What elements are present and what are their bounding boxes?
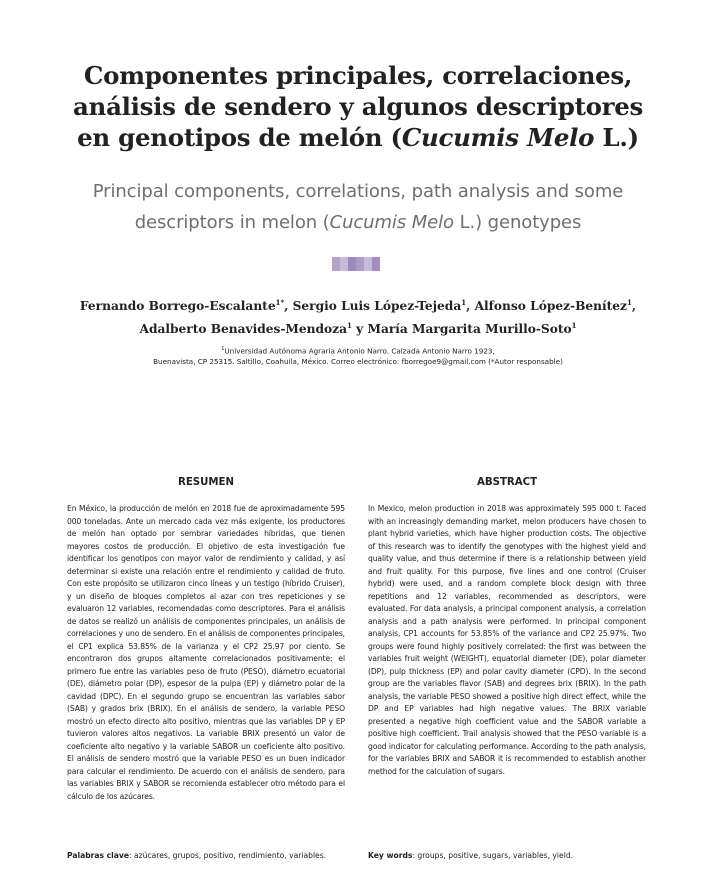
resumen-body: En México, la producción de melón en 2018 fue de aproximadamente 595 000 toneladas. Ante un mercado cada vez más exigente, los productores de melón han optado por sembrar variedades híbridas, que tienen mayores costos de producción. El objetivo de esta investigación fue identificar los genotipos con mayor valor de rendimiento y calidad, y así determinar si existe una relación entre el rendimiento y calidad de fruto. Con este propósito se utilizaron cinco líneas y un testigo (híbrido Cruiser), y un diseño de bloques completos al azar con tres repeticiones y se evaluaron 12 variables, recomendadas como descriptores. Para el análisis de datos se realizó un análisis de componentes principales, un análisis de correlaciones y uno de sendero. En el análisis de componentes principales, el CP1 explica 53.85% de la varianza y el CP2 25.97 por ciento. Se encontraron dos grupos altamente correlacionados positivamente: el primero fue entre las variables peso de fruto (PESO), diámetro ecuatorial (DE), diámetro polar (DP), espesor de la pulpa (EP) y diámetro polar de la cavidad (DPC). En el segundo grupo se encuentran las variables sabor (SAB) y grados brix (BRIX). En el análisis de sendero, la variable PESO mostró un efecto directo alto positivo, mientras que las variables DP y EP tuvieron valores altos negativos. La variable BRIX presentó un valor de coeficiente alto negativo y la variable SABOR un coeficiente alto positivo. El análisis de sendero mostró que la variable PESO es un buen indicador para calcular el rendimiento. De acuerdo con el análisis de sendero, para las variables BRIX y SABOR se recomienda establecer otro método para el cálculo de los azúcares. [67,504,345,801]
abstract-heading: ABSTRACT [476,477,538,488]
affiliation-line-1 [60,344,656,356]
author-name: Adalberto Benavides-Mendoza [139,322,347,337]
decorative-color-block [332,257,340,271]
affiliation [60,344,656,367]
abstract-keywords-label: Key words [368,851,413,860]
title-es-line-3-pre: en genotipos de melón ( [77,123,402,152]
author-name: Alfonso López-Benítez [474,299,627,314]
title-es-line-1: Componentes principales, correlaciones, [83,61,633,90]
title-en-line-2-post: L.) genotypes [453,212,582,233]
author-affiliation-mark: 1 [626,298,632,307]
author-separator: y [351,322,368,337]
author-affiliation-mark: 1* [275,298,285,307]
authors [60,293,656,339]
title-es-line-2: análisis de sendero y algunos descriptores [72,92,644,121]
affiliation-mark: 1 [221,346,225,352]
title-en-line-1: Principal components, correlations, path analysis and some [92,181,624,202]
decorative-color-block [340,257,348,271]
author-affiliation-mark: 1 [347,321,352,331]
title-en-line-2-pre: descriptors in melon ( [134,212,330,233]
author-name: María Margarita Murillo-Soto [367,322,572,337]
abstract-keywords [368,851,648,860]
title-en-line-2 [60,207,656,238]
authors-line-1 [60,293,656,316]
title-en-species: Cucumis Melo [329,212,454,233]
title-es-line-3-post: L.) [594,123,639,152]
title-spanish [60,60,656,153]
decorative-color-block [348,257,356,271]
author-separator: , [631,299,637,314]
author-affiliation-mark: 1 [571,321,577,331]
resumen-keywords-label: Palabras clave [67,851,130,860]
author-name: Sergio Luis López-Tejeda [292,299,462,314]
decorative-color-bar [332,257,380,271]
decorative-color-block [356,257,364,271]
title-es-species: Cucumis Melo [401,123,595,152]
decorative-color-block [372,257,380,271]
resumen-keywords [67,851,347,860]
author-separator: , [466,299,475,314]
title-es-line-3 [60,122,656,153]
affiliation-line-2: Buenavista, CP 25315. Saltillo, Coahuila, México. Correo electrónico: fborregoe9@gmail.com (*Autor responsable) [153,357,563,367]
author-name: Fernando Borrego-Escalante [79,299,276,314]
affiliation-line-1-text: Universidad Autónoma Agraria Antonio Narro. Calzada Antonio Narro 1923, [224,346,495,356]
author-affiliation-mark: 1 [461,298,467,307]
abstract-keywords-list: : groups, positive, sugars, variables, yield. [412,851,574,860]
title-english [60,176,656,238]
abstract-body: In Mexico, melon production in 2018 was approximately 595 000 t. Faced with an increasingly demanding market, melon producers have chosen to plant hybrid varieties, which have higher production costs. The objective of this research was to identify the genotypes with the highest yield and quality value, and thus determine if there is a relationship between yield and fruit quality. For this purpose, five lines and one control (Cruiser hybrid) were used, and a random complete block design with three repetitions and 12 variables, recommended as descriptors, were evaluated. For data analysis, a principal component analysis, a correlation analysis and a path analysis were performed. In principal component analysis, CP1 accounts for 53.85% of the variance and CP2 25.97%. Two groups were found highly positively correlated: the first was between the variables fruit weight (WEIGHT), equatorial diameter (DE), polar diameter (DP), pulp thickness (EP) and polar cavity diameter (CPD). In the second group are the variables flavor (SAB) and degrees brix (BRIX). In the path analysis, the variable PESO showed a positive high direct effect, while the DP and EP variables had high negative values. The BRIX variable presented a negative high coefficient value and the SABOR variable a positive high coefficient. Trail analysis showed that the PESO variable is a good indicator for calculating performance. According to the path analysis, for the variables BRIX and SABOR it is recommended to establish another method for the calculation of sugars. [368,504,646,776]
resumen-heading: RESUMEN [177,477,235,488]
decorative-color-block [364,257,372,271]
author-separator: , [284,299,293,314]
authors-line-2 [60,316,656,339]
resumen-keywords-list: : azúcares, grupos, positivo, rendimiento, variables. [129,851,327,860]
